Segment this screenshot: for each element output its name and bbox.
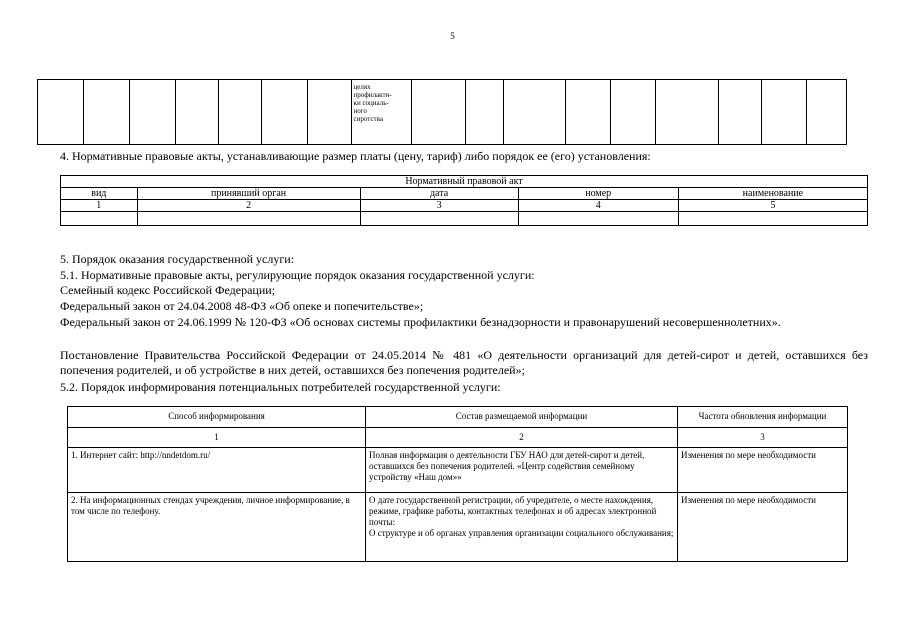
column-number: 5 (678, 200, 867, 212)
table-cell (718, 80, 761, 145)
info-content (366, 448, 678, 493)
section52-heading: 5.2. Порядок информирования потенциальных потребителей государственной услуги: (60, 380, 501, 394)
section5-line: 5. Порядок оказания государственной услуги: (60, 252, 295, 266)
column-header: вид (61, 188, 138, 200)
table-cell (503, 80, 566, 145)
column-header: Частота обновления информации (678, 407, 848, 428)
column-number: 1 (68, 428, 366, 448)
fragment-line: ного (353, 107, 367, 115)
info-content-line: О структуре и об органах управления организации социального обслуживания; (369, 528, 674, 538)
info-content-line: О дате государственной регистрации, об учредителе, о месте нахождения, режиме, графике работы, контактных телефонах и об адресах электронной почты: (369, 495, 657, 527)
table-cell (566, 80, 611, 145)
table-cell (806, 80, 846, 145)
table-cell (261, 80, 307, 145)
cell-fragment-text (352, 80, 412, 123)
table-row (68, 493, 848, 562)
continued-table (37, 79, 847, 145)
table-row (38, 80, 847, 145)
table-cell (351, 80, 412, 145)
info-frequency: Изменения по мере необходимости (678, 448, 848, 493)
table-cell (83, 80, 129, 145)
column-header: Способ информирования (68, 407, 366, 428)
fragment-line: сиротства (353, 115, 383, 123)
section5-line: Федеральный закон от 24.04.2008 48-ФЗ «Об опеке и попечительстве»; (60, 299, 424, 313)
normative-acts-table (60, 175, 868, 226)
empty-cell (360, 212, 518, 226)
info-content-line: Полная информация о деятельности ГБУ НАО для детей-сирот и детей, оставшихся без попечения родителей. «Центр содействия семейному устройству «Наш дом»» (369, 450, 645, 482)
column-header: наименование (678, 188, 867, 200)
table-cell (611, 80, 656, 145)
table-row (68, 448, 848, 493)
page-number: 5 (450, 31, 455, 41)
table-cell (465, 80, 503, 145)
table-cell (761, 80, 806, 145)
table-cell (38, 80, 84, 145)
column-number: 3 (360, 200, 518, 212)
federal-law-text: Федеральный закон от 24.06.1999 № 120-ФЗ «Об основах системы профилактики безнадзорности и правонарушений несовершеннолетних». (60, 315, 781, 329)
section5-line: Семейный кодекс Российской Федерации; (60, 283, 276, 297)
information-table (67, 406, 848, 562)
column-header: Состав размещаемой информации (366, 407, 678, 428)
column-header: дата (360, 188, 518, 200)
empty-cell (137, 212, 360, 226)
column-number: 3 (678, 428, 848, 448)
fragment-line: ки социаль- (353, 99, 389, 107)
info-method: 2. На информационных стендах учреждения, личное информирование, в том числе по телефону. (68, 493, 366, 562)
empty-cell (518, 212, 678, 226)
column-number: 2 (366, 428, 678, 448)
fragment-line: профилакти- (353, 91, 392, 99)
empty-cell (678, 212, 867, 226)
section5-line: 5.1. Нормативные правовые акты, регулирующие порядок оказания государственной услуги: (60, 268, 535, 282)
column-number: 1 (61, 200, 138, 212)
section4-heading: 4. Нормативные правовые акты, устанавливающие размер платы (цену, тариф) либо порядок ее (его) установления: (60, 149, 651, 163)
fragment-line: целях (353, 83, 371, 91)
column-header: принявший орган (137, 188, 360, 200)
table-cell (175, 80, 218, 145)
info-frequency: Изменения по мере необходимости (678, 493, 848, 562)
table-cell (307, 80, 351, 145)
table-cell (412, 80, 466, 145)
column-number: 2 (137, 200, 360, 212)
column-number: 4 (518, 200, 678, 212)
table-title: Нормативный правовой акт (61, 176, 868, 188)
info-method: 1. Интернет сайт: http://nndetdom.ru/ (68, 448, 366, 493)
empty-cell (61, 212, 138, 226)
column-header: номер (518, 188, 678, 200)
table-cell (218, 80, 261, 145)
table-cell (656, 80, 719, 145)
table-cell (129, 80, 175, 145)
government-resolution-text: Постановление Правительства Российской Федерации от 24.05.2014 № 481 «О деятельности организаций для детей-сирот и детей, оставшихся без попечения родителей, и об устройстве в них детей, оставшихся без попечения родителей»; (60, 348, 868, 377)
info-content (366, 493, 678, 562)
